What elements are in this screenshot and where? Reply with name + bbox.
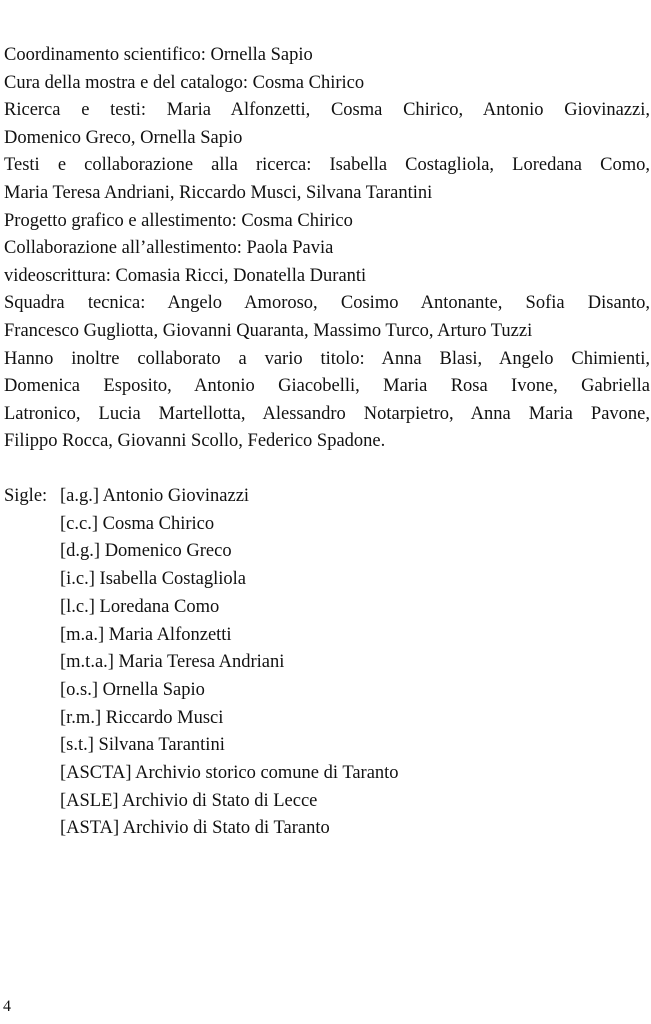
sigle-row <box>4 511 564 539</box>
sigle-row <box>4 815 564 843</box>
credit-line-testi: Testi e collaborazione alla ricerca: Isabella Costagliola, Loredana Como, <box>4 155 650 176</box>
credit-line-collaborazione: Collaborazione all’allestimento: Paola Pavia <box>4 238 334 259</box>
page-number: 4 <box>3 998 11 1015</box>
sigle-entry: [m.a.] Maria Alfonzetti <box>60 624 232 645</box>
credit-line-testi-cont: Maria Teresa Andriani, Riccardo Musci, Silvana Tarantini <box>4 182 433 203</box>
credit-line-squadra-cont: Francesco Gugliotta, Giovanni Quaranta, Massimo Turco, Arturo Tuzzi <box>4 320 533 341</box>
sigle-row <box>4 649 564 677</box>
sigle-entry: [a.g.] Antonio Giovinazzi <box>60 486 250 506</box>
credit-line-cura: Cura della mostra e del catalogo: Cosma Chirico <box>4 72 365 93</box>
sigle-row <box>4 594 564 622</box>
sigle-row <box>4 483 564 511</box>
sigle-label: Sigle: <box>4 486 48 506</box>
credits-block <box>4 42 650 456</box>
sigle-entry: [ASTA] Archivio di Stato di Taranto <box>60 818 330 839</box>
sigle-entry: [r.m.] Riccardo Musci <box>60 707 224 728</box>
credit-line-progetto: Progetto grafico e allestimento: Cosma Chirico <box>4 210 353 231</box>
credit-line-videoscrittura: videoscrittura: Comasia Ricci, Donatella Duranti <box>4 265 367 286</box>
sigle-entry: [ASLE] Archivio di Stato di Lecce <box>60 790 318 811</box>
sigle-row <box>4 677 564 705</box>
credit-line-hanno-cont-1: Domenica Esposito, Antonio Giacobelli, Maria Rosa Ivone, Gabriella <box>4 376 650 397</box>
sigle-row <box>4 760 564 788</box>
sigle-row <box>4 566 564 594</box>
credit-line-hanno-cont-2: Latronico, Lucia Martellotta, Alessandro Notarpietro, Anna Maria Pavone, <box>4 403 650 424</box>
credit-line-ricerca-cont: Domenico Greco, Ornella Sapio <box>4 127 243 148</box>
sigle-entry: [s.t.] Silvana Tarantini <box>60 735 225 756</box>
sigle-row <box>4 538 564 566</box>
credit-line-hanno-cont-3: Filippo Rocca, Giovanni Scollo, Federico Spadone. <box>4 431 386 452</box>
sigle-row <box>4 732 564 760</box>
sigle-row <box>4 705 564 733</box>
sigle-entry: [c.c.] Cosma Chirico <box>60 513 215 534</box>
sigle-row <box>4 788 564 816</box>
sigle-row <box>4 622 564 650</box>
credit-line-squadra: Squadra tecnica: Angelo Amoroso, Cosimo Antonante, Sofia Disanto, <box>4 293 650 314</box>
sigle-entry: [l.c.] Loredana Como <box>60 596 220 617</box>
sigle-block <box>4 483 564 843</box>
credit-line-ricerca: Ricerca e testi: Maria Alfonzetti, Cosma Chirico, Antonio Giovinazzi, <box>4 100 650 121</box>
sigle-entry: [m.t.a.] Maria Teresa Andriani <box>60 652 285 673</box>
sigle-entry: [ASCTA] Archivio storico comune di Taranto <box>60 763 399 784</box>
sigle-entry: [d.g.] Domenico Greco <box>60 541 232 562</box>
sigle-entry: [o.s.] Ornella Sapio <box>60 679 205 700</box>
credit-line-coordinamento: Coordinamento scientifico: Ornella Sapio <box>4 45 313 65</box>
sigle-entry: [i.c.] Isabella Costagliola <box>60 569 246 590</box>
credit-line-hanno: Hanno inoltre collaborato a vario titolo: Anna Blasi, Angelo Chimienti, <box>4 348 650 369</box>
